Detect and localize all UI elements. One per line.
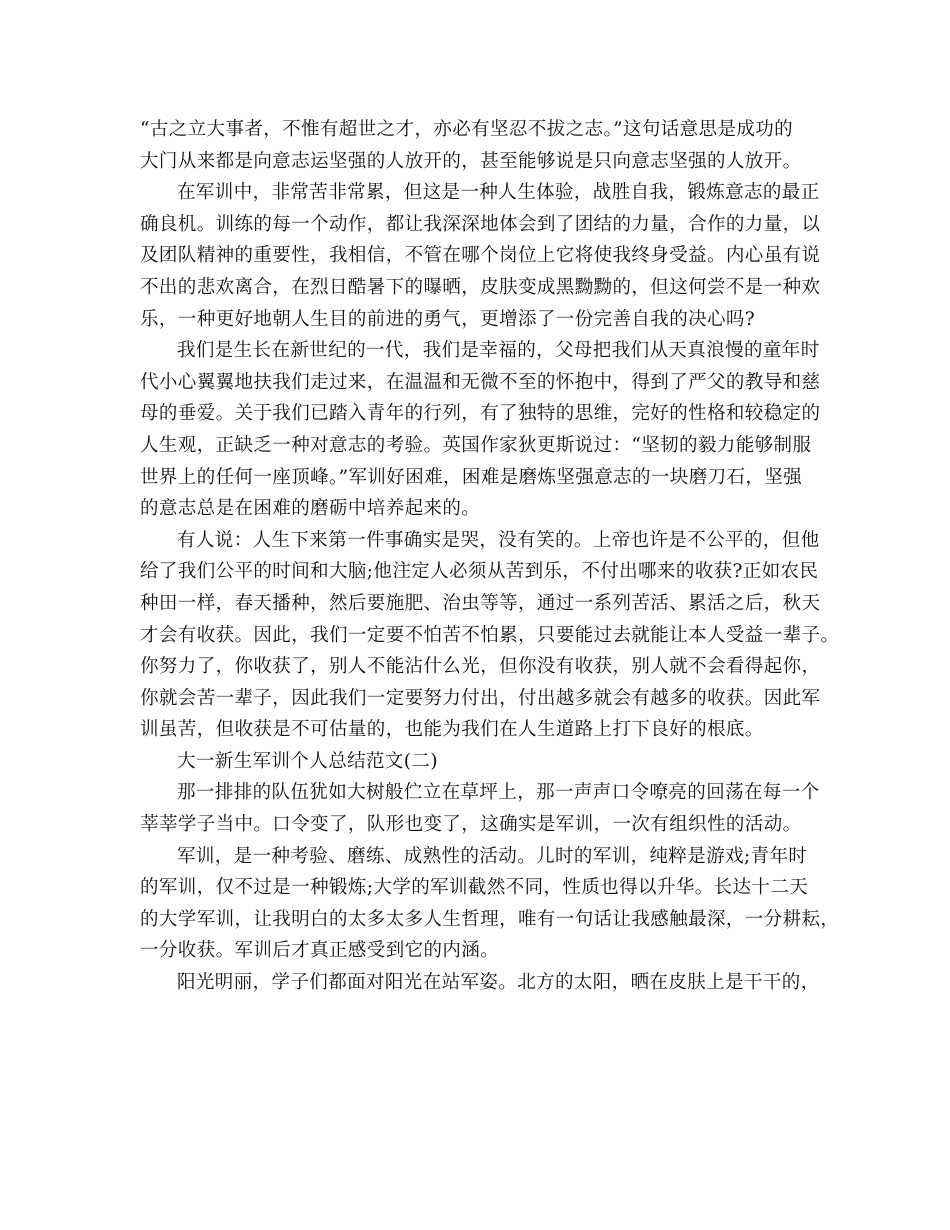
text-line: 训虽苦，但收获是不可估量的，也能为我们在人生道路上打下良好的根底。 xyxy=(140,719,764,741)
text-line: 母的垂爱。关于我们已踏入青年的行列，有了独特的思维，完好的性格和较稳定的 xyxy=(140,403,821,425)
text-line: 的意志总是在困难的磨砺中培养起来的。 xyxy=(140,498,481,520)
text-line: 大一新生军训个人总结范文(二) xyxy=(177,750,438,772)
text-line: 的军训，仅不过是一种锻炼;大学的军训截然不同，性质也得以升华。长达十二天 xyxy=(140,877,809,899)
text-line: 你就会苦一辈子，因此我们一定要努力付出，付出越多就会有越多的收获。因此军 xyxy=(140,687,821,709)
text-line: 的大学军训，让我明白的太多太多人生哲理，唯有一句话让我感触最深，一分耕耘， xyxy=(140,908,840,930)
text-line: 世界上的任何一座顶峰。”军训好困难，困难是磨炼坚强意志的一块磨刀石，坚强 xyxy=(140,466,803,488)
text-line: 那一排排的队伍犹如大树般伫立在草坪上，那一声声口令嘹亮的回荡在每一个 xyxy=(177,782,820,804)
text-line: 阳光明丽，学子们都面对阳光在站军姿。北方的太阳，晒在皮肤上是干干的， xyxy=(177,972,820,994)
text-line: 代小心翼翼地扶我们走过来，在温温和无微不至的怀抱中，得到了严父的教导和慈 xyxy=(140,371,821,393)
text-line: 给了我们公平的时间和大脑;他注定人必须从苦到乐，不付出哪来的收获?正如农民 xyxy=(140,561,819,583)
text-line: 及团队精神的重要性，我相信，不管在哪个岗位上它将使我终身受益。内心虽有说 xyxy=(140,245,821,267)
text-line: 我们是生长在新世纪的一代，我们是幸福的，父母把我们从天真浪慢的童年时 xyxy=(177,340,820,362)
text-line: 才会有收获。因此，我们一定要不怕苦不怕累，只要能过去就能让本人受益一辈子。 xyxy=(140,624,840,646)
text-line: 你努力了，你收获了，别人不能沾什么光，但你没有收获，别人就不会看得起你， xyxy=(140,656,821,678)
document-body xyxy=(140,114,840,999)
text-line: 人生观，正缺乏一种对意志的考验。英国作家狄更斯说过：“坚韧的毅力能够制服 xyxy=(140,434,812,456)
text-line: 莘莘学子当中。口令变了，队形也变了，这确实是军训，一次有组织性的活动。 xyxy=(140,814,802,836)
text-line: 在军训中，非常苦非常累，但这是一种人生体验，战胜自我，锻炼意志的最正 xyxy=(177,182,820,204)
text-line: “古之立大事者，不惟有超世之才，亦必有坚忍不拔之志。”这句话意思是成功的 xyxy=(140,119,794,140)
text-line: 一分收获。军训后才真正感受到它的内涵。 xyxy=(140,940,500,962)
text-line: 不出的悲欢离合，在烈日酷暑下的曝晒，皮肤变成黑黝黝的，但这何尝不是一种欢 xyxy=(140,276,821,298)
text-line: 乐，一种更好地朝人生目的前进的勇气，更增添了一份完善自我的决心吗? xyxy=(140,308,756,330)
text-line: 大门从来都是向意志运坚强的人放开的，甚至能够说是只向意志坚强的人放开。 xyxy=(140,150,802,172)
text-line: 确良机。训练的每一个动作，都让我深深地体会到了团结的力量，合作的力量，以 xyxy=(140,213,821,235)
text-line: 种田一样，春天播种，然后要施肥、治虫等等，通过一系列苦活、累活之后，秋天 xyxy=(140,592,821,614)
text-line: 有人说：人生下来第一件事确实是哭，没有笑的。上帝也许是不公平的，但他 xyxy=(177,529,820,551)
text-line: 军训，是一种考验、磨练、成熟性的活动。儿时的军训，纯粹是游戏;青年时 xyxy=(177,845,808,867)
